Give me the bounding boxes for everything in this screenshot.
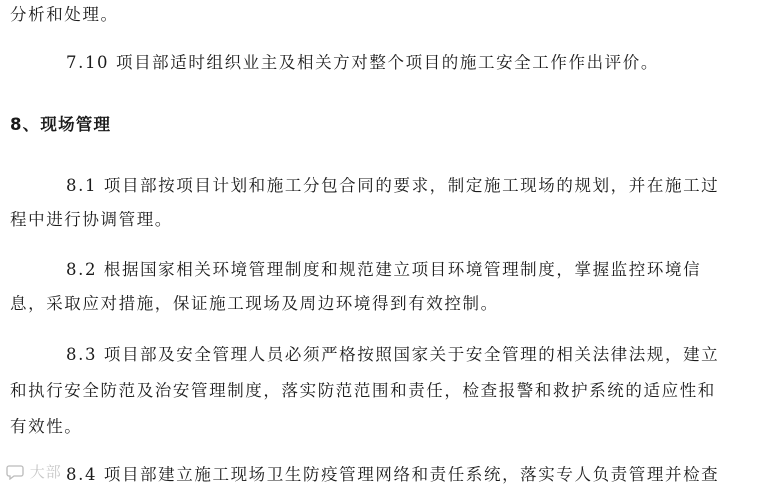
paragraph-7-10: 7.10 项目部适时组织业主及相关方对整个项目的施工安全工作作出评价。 [66,53,659,72]
paragraph-line-continuation: 分析和处理。 [10,5,119,24]
section-heading-8: 8、现场管理 [10,115,112,134]
paragraph-8-2-line-2: 息，采取应对措施，保证施工现场及周边环境得到有效控制。 [10,294,499,313]
chat-bubble-icon [6,462,24,480]
paragraph-8-3-line-3: 有效性。 [10,417,83,436]
paragraph-8-3-line-1: 8.3 项目部及安全管理人员必须严格按照国家关于安全管理的相关法律法规，建立 [66,345,720,364]
paragraph-8-3-line-2: 和执行安全防范及治安管理制度，落实防范范围和责任，检查报警和救护系统的适应性和 [10,381,716,400]
watermark-text: 大部 [29,463,62,481]
paragraph-8-4-line-1: 8.4 项目部建立施工现场卫生防疫管理网络和责任系统，落实专人负责管理并检查 [66,465,720,484]
watermark [6,461,62,482]
paragraph-8-1-line-2: 程中进行协调管理。 [10,210,173,229]
paragraph-8-2-line-1: 8.2 根据国家相关环境管理制度和规范建立项目环境管理制度，掌握监控环境信 [66,260,702,279]
paragraph-8-1-line-1: 8.1 项目部按项目计划和施工分包合同的要求，制定施工现场的规划，并在施工过 [66,176,720,195]
